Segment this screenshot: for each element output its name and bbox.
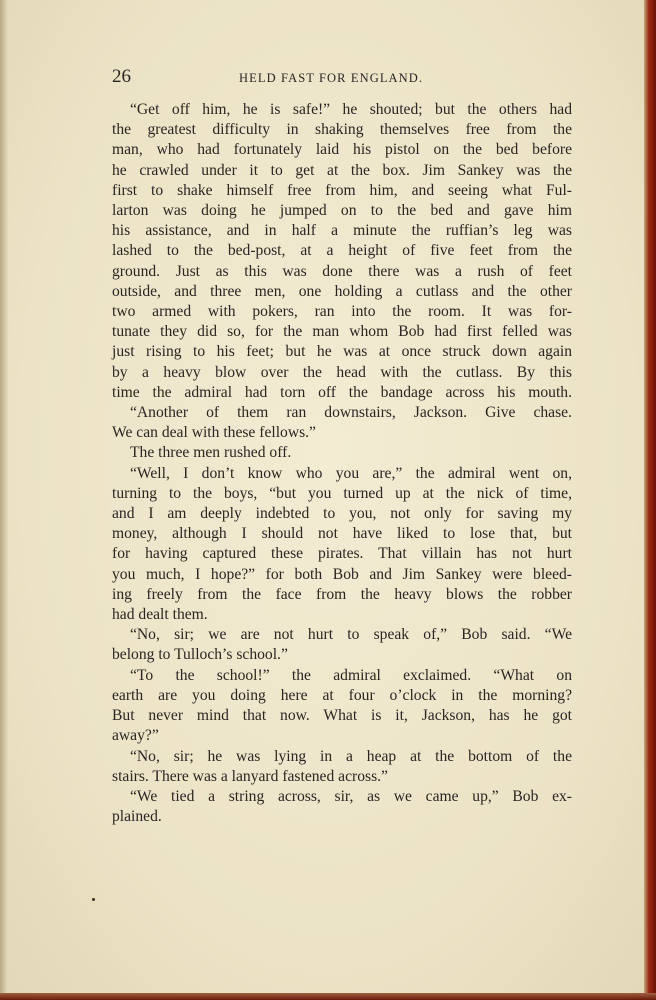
text-line: stairs. There was a lanyard fastened across.” (112, 767, 388, 785)
text-line: and I am deeply indebted to you, not only for saving my (112, 505, 572, 523)
text-line: earth are you doing here at four o’clock in the morning? (112, 686, 572, 704)
text-line: tunate they did so, for the man whom Bob had first felled was (112, 323, 572, 341)
page-edge-bottom (0, 993, 656, 1000)
page-edge-right (644, 0, 656, 1000)
ink-speck (92, 898, 95, 901)
text-line: “No, sir; we are not hurt to speak of,” Bob said. “We (130, 626, 572, 644)
text-line: he crawled under it to get at the box. Jim Sankey was the (112, 161, 572, 179)
text-line: But never mind that now. What is it, Jackson, has he got (112, 707, 572, 725)
text-line: “Get off him, he is safe!” he shouted; but the others had (130, 101, 572, 118)
text-line: The three men rushed off. (130, 444, 292, 462)
text-line: just rising to his feet; but he was at once struck down again (112, 343, 572, 361)
text-line: his assistance, and in half a minute the ruffian’s leg was (112, 222, 572, 240)
text-line: plained. (112, 808, 162, 826)
page-header (112, 66, 572, 90)
text-line: had dealt them. (112, 606, 208, 624)
text-line: “We tied a string across, sir, as we came up,” Bob ex- (130, 787, 572, 805)
text-line: first to shake himself free from him, and seeing what Ful- (112, 181, 572, 199)
text-line: you much, I hope?” for both Bob and Jim Sankey were bleed- (112, 565, 572, 583)
page-number: 26 (112, 66, 131, 87)
text-line: “To the school!” the admiral exclaimed. “What on (130, 666, 572, 684)
text-line: man, who had fortunately laid his pistol on the bed before (112, 141, 572, 159)
text-line: turning to the boys, “but you turned up at the nick of time, (112, 484, 572, 502)
text-line: by a heavy blow over the head with the cutlass. By this (112, 363, 572, 381)
text-line: the greatest difficulty in shaking themselves free from the (112, 121, 572, 139)
text-line: for having captured these pirates. That villain has not hurt (112, 545, 572, 563)
body-text (112, 100, 572, 827)
text-line: time the admiral had torn off the bandage across his mouth. (112, 383, 572, 401)
text-line: We can deal with these fellows.” (112, 424, 316, 442)
text-line: two armed with pokers, ran into the room. It was for- (112, 303, 572, 321)
text-line: “Well, I don’t know who you are,” the admiral went on, (130, 464, 572, 482)
text-line: ground. Just as this was done there was a rush of feet (112, 262, 572, 280)
running-title: HELD FAST FOR ENGLAND. (239, 71, 424, 85)
text-line: outside, and three men, one holding a cutlass and the other (112, 282, 572, 300)
text-line: money, although I should not have liked to lose that, but (112, 525, 572, 543)
binding-edge (0, 0, 8, 1000)
text-line: belong to Tulloch’s school.” (112, 646, 288, 664)
text-line: larton was doing he jumped on to the bed and gave him (112, 202, 572, 220)
text-line: “No, sir; he was lying in a heap at the bottom of the (130, 747, 572, 765)
text-line: “Another of them ran downstairs, Jackson. Give chase. (130, 404, 572, 422)
text-line: ing freely from the face from the heavy blows the robber (112, 585, 572, 603)
text-line: lashed to the bed-post, at a height of five feet from the (112, 242, 572, 260)
text-line: away?” (112, 727, 159, 745)
